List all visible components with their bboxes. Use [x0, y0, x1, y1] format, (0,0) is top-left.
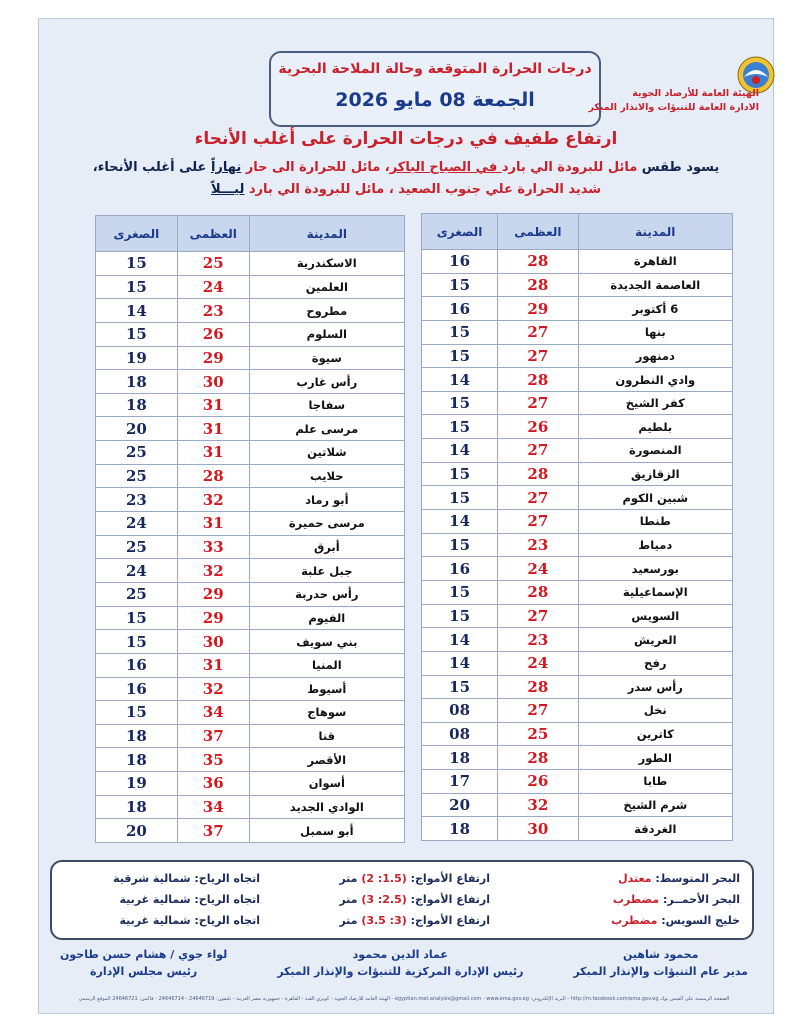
- city-cell: أبو رماد: [249, 488, 404, 512]
- col-header-min: الصغرى: [422, 214, 498, 250]
- max-temp-cell: 35: [177, 748, 249, 772]
- city-cell: العريش: [578, 628, 732, 652]
- sea-status: مضطرب: [611, 914, 658, 927]
- min-temp-cell: 15: [96, 275, 178, 299]
- table-row: [422, 675, 733, 699]
- sea-conditions-box: [50, 860, 754, 940]
- city-cell: الوادي الجديد: [249, 795, 404, 819]
- agency-line-1: الهيئة العامة للأرصاد الجوية: [632, 88, 759, 99]
- signature-title: مدير عام التنبؤات والإنذار المبكر: [573, 965, 748, 978]
- table-row: [422, 580, 733, 604]
- sea-status: معتدل: [618, 872, 652, 885]
- max-temp-cell: 31: [177, 441, 249, 465]
- city-cell: السلوم: [249, 322, 404, 346]
- signatures: [60, 946, 748, 980]
- wave-label: ارتفاع الأمواج:: [410, 893, 490, 906]
- table-row: [96, 370, 405, 394]
- min-temp-cell: 18: [96, 370, 178, 394]
- table-row: [96, 582, 405, 606]
- min-temp-cell: 15: [422, 273, 498, 297]
- table-row: [96, 795, 405, 819]
- max-temp-cell: 28: [177, 464, 249, 488]
- sea-state: [490, 893, 740, 906]
- table-row: [96, 275, 405, 299]
- agency-line-2: الادارة العامة للتنبؤات والانذار المبكر: [588, 102, 759, 113]
- city-cell: بلطيم: [578, 415, 732, 439]
- max-temp-cell: 32: [177, 677, 249, 701]
- max-temp-cell: 23: [498, 533, 578, 557]
- max-temp-cell: 34: [177, 795, 249, 819]
- min-temp-cell: 15: [96, 252, 178, 276]
- city-cell: الغردقة: [578, 817, 732, 841]
- max-temp-cell: 34: [177, 701, 249, 725]
- desc-part-3: في الصباح الباكر: [389, 160, 502, 175]
- table-row: [96, 299, 405, 323]
- table-row: [422, 746, 733, 770]
- min-temp-cell: 18: [96, 795, 178, 819]
- table-row: [422, 651, 733, 675]
- table-row: [96, 748, 405, 772]
- city-cell: مرسى علم: [249, 417, 404, 441]
- max-temp-cell: 31: [177, 512, 249, 536]
- desc-part-6: على أغلب الأنحاء،: [92, 160, 211, 175]
- min-temp-cell: 15: [422, 580, 498, 604]
- min-temp-cell: 14: [422, 651, 498, 675]
- city-cell: حلايب: [249, 464, 404, 488]
- min-temp-cell: 14: [96, 299, 178, 323]
- city-cell: دمياط: [578, 533, 732, 557]
- table-row: [96, 512, 405, 536]
- headline: ارتفاع طفيف في درجات الحرارة على أغلب الأنحاء: [194, 129, 618, 149]
- max-temp-cell: 37: [177, 724, 249, 748]
- table-row: [422, 604, 733, 628]
- max-temp-cell: 31: [177, 417, 249, 441]
- desc-part-2: مائل للبرودة الي بارد: [501, 160, 638, 175]
- temperature-table-right: [421, 213, 733, 841]
- table-row: [96, 322, 405, 346]
- city-cell: الاسكندرية: [249, 252, 404, 276]
- min-temp-cell: 15: [422, 391, 498, 415]
- min-temp-cell: 18: [422, 746, 498, 770]
- table-row: [422, 273, 733, 297]
- table-row: [422, 344, 733, 368]
- min-temp-cell: 15: [422, 344, 498, 368]
- sea-status: مضطرب: [612, 893, 660, 906]
- wave-value: (1.5: 2): [361, 872, 407, 885]
- max-temp-cell: 33: [177, 535, 249, 559]
- wave-height: [260, 914, 490, 927]
- table-row: [96, 630, 405, 654]
- city-cell: سيوة: [249, 346, 404, 370]
- max-temp-cell: 26: [498, 770, 578, 794]
- wave-unit: متر: [339, 872, 358, 885]
- city-cell: رفح: [578, 651, 732, 675]
- signature-1: [573, 946, 748, 980]
- table-row: [422, 368, 733, 392]
- max-temp-cell: 26: [177, 322, 249, 346]
- col-header-max: العظمى: [498, 214, 578, 250]
- max-temp-cell: 29: [177, 582, 249, 606]
- city-cell: طنطا: [578, 510, 732, 534]
- wind-direction: اتجاه الرياح: شمالية غربية: [119, 893, 260, 906]
- min-temp-cell: 08: [422, 722, 498, 746]
- min-temp-cell: 25: [96, 535, 178, 559]
- desc-part-8: ليـــلاً: [210, 182, 245, 197]
- min-temp-cell: 16: [96, 653, 178, 677]
- col-header-max: العظمى: [177, 216, 249, 252]
- min-temp-cell: 19: [96, 346, 178, 370]
- city-cell: العاصمة الجديدة: [578, 273, 732, 297]
- max-temp-cell: 27: [498, 699, 578, 723]
- agency-name: [549, 87, 759, 115]
- city-cell: 6 أكتوبر: [578, 297, 732, 321]
- sea-name: البحر المتوسط:: [655, 872, 740, 885]
- bulletin-title: درجات الحرارة المتوقعة وحالة الملاحة البحرية: [278, 61, 592, 77]
- city-cell: أبرق: [249, 535, 404, 559]
- max-temp-cell: 32: [498, 793, 578, 817]
- max-temp-cell: 25: [177, 252, 249, 276]
- max-temp-cell: 27: [498, 391, 578, 415]
- city-cell: أبو سمبل: [249, 819, 404, 843]
- table-row: [96, 252, 405, 276]
- city-cell: نخل: [578, 699, 732, 723]
- desc-part-1: يسود طقس: [637, 160, 720, 175]
- city-cell: القاهرة: [578, 250, 732, 274]
- table-row: [96, 535, 405, 559]
- table-row: [422, 510, 733, 534]
- min-temp-cell: 17: [422, 770, 498, 794]
- max-temp-cell: 28: [498, 250, 578, 274]
- table-row: [422, 391, 733, 415]
- min-temp-cell: 15: [96, 606, 178, 630]
- max-temp-cell: 26: [498, 415, 578, 439]
- table-row: [422, 320, 733, 344]
- signature-title: رئيس الإدارة المركزية للتنبؤات والإنذار المبكر: [277, 965, 524, 978]
- min-temp-cell: 15: [422, 320, 498, 344]
- table-row: [422, 439, 733, 463]
- min-temp-cell: 19: [96, 772, 178, 796]
- sea-name: خليج السويس:: [661, 914, 740, 927]
- max-temp-cell: 24: [177, 275, 249, 299]
- max-temp-cell: 29: [498, 297, 578, 321]
- table-row: [96, 393, 405, 417]
- table-row: [422, 817, 733, 841]
- min-temp-cell: 18: [422, 817, 498, 841]
- signature-3: [60, 946, 227, 980]
- signature-2: [277, 946, 523, 980]
- city-cell: قنا: [249, 724, 404, 748]
- min-temp-cell: 16: [422, 297, 498, 321]
- city-cell: جبل علبة: [249, 559, 404, 583]
- max-temp-cell: 27: [498, 486, 578, 510]
- max-temp-cell: 29: [177, 606, 249, 630]
- max-temp-cell: 30: [498, 817, 578, 841]
- table-row: [96, 417, 405, 441]
- city-cell: رأس حدربة: [249, 582, 404, 606]
- min-temp-cell: 15: [96, 322, 178, 346]
- city-cell: أسيوط: [249, 677, 404, 701]
- city-cell: شلاتين: [249, 441, 404, 465]
- city-cell: بنها: [578, 320, 732, 344]
- min-temp-cell: 16: [422, 557, 498, 581]
- max-temp-cell: 27: [498, 344, 578, 368]
- min-temp-cell: 15: [422, 604, 498, 628]
- table-row: [96, 772, 405, 796]
- table-row: [422, 462, 733, 486]
- max-temp-cell: 28: [498, 580, 578, 604]
- city-cell: العلمين: [249, 275, 404, 299]
- wave-unit: متر: [339, 914, 358, 927]
- table-row: [422, 793, 733, 817]
- city-cell: رأس سدر: [578, 675, 732, 699]
- max-temp-cell: 27: [498, 439, 578, 463]
- city-cell: دمنهور: [578, 344, 732, 368]
- weather-description: [87, 157, 725, 201]
- max-temp-cell: 28: [498, 273, 578, 297]
- min-temp-cell: 20: [96, 417, 178, 441]
- sea-name: البحر الأحمــر:: [662, 893, 740, 906]
- min-temp-cell: 24: [96, 512, 178, 536]
- wave-height: [260, 872, 490, 885]
- table-row: [96, 677, 405, 701]
- max-temp-cell: 28: [498, 368, 578, 392]
- min-temp-cell: 18: [96, 748, 178, 772]
- max-temp-cell: 27: [498, 604, 578, 628]
- sea-state: [490, 914, 740, 927]
- city-cell: الطور: [578, 746, 732, 770]
- min-temp-cell: 16: [422, 250, 498, 274]
- city-cell: مطروح: [249, 299, 404, 323]
- city-cell: الفيوم: [249, 606, 404, 630]
- max-temp-cell: 23: [498, 628, 578, 652]
- city-cell: كفر الشيخ: [578, 391, 732, 415]
- max-temp-cell: 27: [498, 320, 578, 344]
- col-header-city: المدينة: [249, 216, 404, 252]
- table-row: [96, 606, 405, 630]
- max-temp-cell: 28: [498, 462, 578, 486]
- table-row: [422, 628, 733, 652]
- city-cell: المنيا: [249, 653, 404, 677]
- max-temp-cell: 28: [498, 746, 578, 770]
- table-row: [96, 701, 405, 725]
- min-temp-cell: 24: [96, 559, 178, 583]
- wave-height: [260, 893, 490, 906]
- wave-label: ارتفاع الأمواج:: [410, 872, 490, 885]
- city-cell: طابا: [578, 770, 732, 794]
- max-temp-cell: 23: [177, 299, 249, 323]
- max-temp-cell: 37: [177, 819, 249, 843]
- table-row: [422, 250, 733, 274]
- min-temp-cell: 15: [422, 415, 498, 439]
- city-cell: أسوان: [249, 772, 404, 796]
- min-temp-cell: 16: [96, 677, 178, 701]
- max-temp-cell: 32: [177, 559, 249, 583]
- min-temp-cell: 20: [96, 819, 178, 843]
- min-temp-cell: 15: [422, 533, 498, 557]
- max-temp-cell: 29: [177, 346, 249, 370]
- min-temp-cell: 15: [422, 486, 498, 510]
- wind-direction: اتجاه الرياح: شمالية شرقية: [113, 872, 260, 885]
- min-temp-cell: 15: [96, 701, 178, 725]
- sea-row: [64, 910, 740, 931]
- min-temp-cell: 25: [96, 582, 178, 606]
- table-row: [422, 722, 733, 746]
- city-cell: بورسعيد: [578, 557, 732, 581]
- min-temp-cell: 15: [422, 675, 498, 699]
- signature-name: محمود شاهين: [622, 948, 699, 961]
- max-temp-cell: 27: [498, 510, 578, 534]
- city-cell: شبين الكوم: [578, 486, 732, 510]
- max-temp-cell: 24: [498, 651, 578, 675]
- max-temp-cell: 24: [498, 557, 578, 581]
- city-cell: بني سويف: [249, 630, 404, 654]
- col-header-min: الصغرى: [96, 216, 178, 252]
- min-temp-cell: 18: [96, 724, 178, 748]
- max-temp-cell: 30: [177, 630, 249, 654]
- table-row: [422, 770, 733, 794]
- max-temp-cell: 25: [498, 722, 578, 746]
- min-temp-cell: 15: [422, 462, 498, 486]
- min-temp-cell: 14: [422, 510, 498, 534]
- min-temp-cell: 08: [422, 699, 498, 723]
- table-row: [422, 486, 733, 510]
- city-cell: سوهاج: [249, 701, 404, 725]
- min-temp-cell: 25: [96, 464, 178, 488]
- temperature-table-left: [95, 215, 405, 843]
- table-row: [422, 557, 733, 581]
- city-cell: الإسماعيلية: [578, 580, 732, 604]
- table-row: [96, 724, 405, 748]
- signature-name: لواء جوي / هشام حسن طاحون: [60, 948, 228, 961]
- desc-part-7: شديد الحرارة علي جنوب الصعيد ، مائل للبرودة الي بارد: [244, 182, 602, 197]
- col-header-city: المدينة: [578, 214, 732, 250]
- city-cell: السويس: [578, 604, 732, 628]
- max-temp-cell: 36: [177, 772, 249, 796]
- table-row: [422, 297, 733, 321]
- max-temp-cell: 30: [177, 370, 249, 394]
- table-row: [422, 415, 733, 439]
- signature-name: عماد الدين محمود: [352, 948, 448, 961]
- wave-label: ارتفاع الأمواج:: [410, 914, 490, 927]
- city-cell: شرم الشيخ: [578, 793, 732, 817]
- table-row: [96, 559, 405, 583]
- signature-title: رئيس مجلس الإدارة: [90, 965, 198, 978]
- max-temp-cell: 28: [498, 675, 578, 699]
- table-row: [96, 441, 405, 465]
- city-cell: كاترين: [578, 722, 732, 746]
- city-cell: المنصورة: [578, 439, 732, 463]
- city-cell: وادي النطرون: [578, 368, 732, 392]
- desc-part-4: ، مائل للحرارة الى حار: [241, 160, 390, 175]
- city-cell: رأس غارب: [249, 370, 404, 394]
- table-row: [96, 653, 405, 677]
- min-temp-cell: 14: [422, 628, 498, 652]
- bulletin-date: الجمعة 08 مايو 2026: [335, 89, 535, 111]
- sea-row: [64, 889, 740, 910]
- table-row: [96, 488, 405, 512]
- sea-row: [64, 868, 740, 889]
- max-temp-cell: 32: [177, 488, 249, 512]
- min-temp-cell: 14: [422, 439, 498, 463]
- table-row: [96, 819, 405, 843]
- min-temp-cell: 25: [96, 441, 178, 465]
- city-cell: الزقازيق: [578, 462, 732, 486]
- max-temp-cell: 31: [177, 653, 249, 677]
- sea-state: [490, 872, 740, 885]
- min-temp-cell: 18: [96, 393, 178, 417]
- min-temp-cell: 15: [96, 630, 178, 654]
- wave-unit: متر: [339, 893, 358, 906]
- min-temp-cell: 20: [422, 793, 498, 817]
- wave-value: (3: 3.5): [361, 914, 407, 927]
- city-cell: سفاجا: [249, 393, 404, 417]
- table-row: [96, 464, 405, 488]
- table-row: [422, 533, 733, 557]
- city-cell: مرسى حميرة: [249, 512, 404, 536]
- table-row: [422, 699, 733, 723]
- desc-part-5: نهاراً: [210, 160, 242, 175]
- wave-value: (2.5: 3): [361, 893, 407, 906]
- footer-contact: الصفحة الرسمية على الفيس بوك http://m.facebook.com/ema.gov.eg - البريد الإلكتروني: egyptian.met.analysis@gmail.com - www.ema.gov.eg - الهيئة العامة للأرصاد الجوية - كوبري القبة - القاهرة - جمهورية مصر العربية - تليفون: 24646719 - 24646714 - فاكس: 24646721 الموقع الرسمي: [78, 996, 730, 1002]
- min-temp-cell: 14: [422, 368, 498, 392]
- city-cell: الأقصر: [249, 748, 404, 772]
- wind-direction: اتجاه الرياح: شمالية غربية: [119, 914, 260, 927]
- table-row: [96, 346, 405, 370]
- max-temp-cell: 31: [177, 393, 249, 417]
- min-temp-cell: 23: [96, 488, 178, 512]
